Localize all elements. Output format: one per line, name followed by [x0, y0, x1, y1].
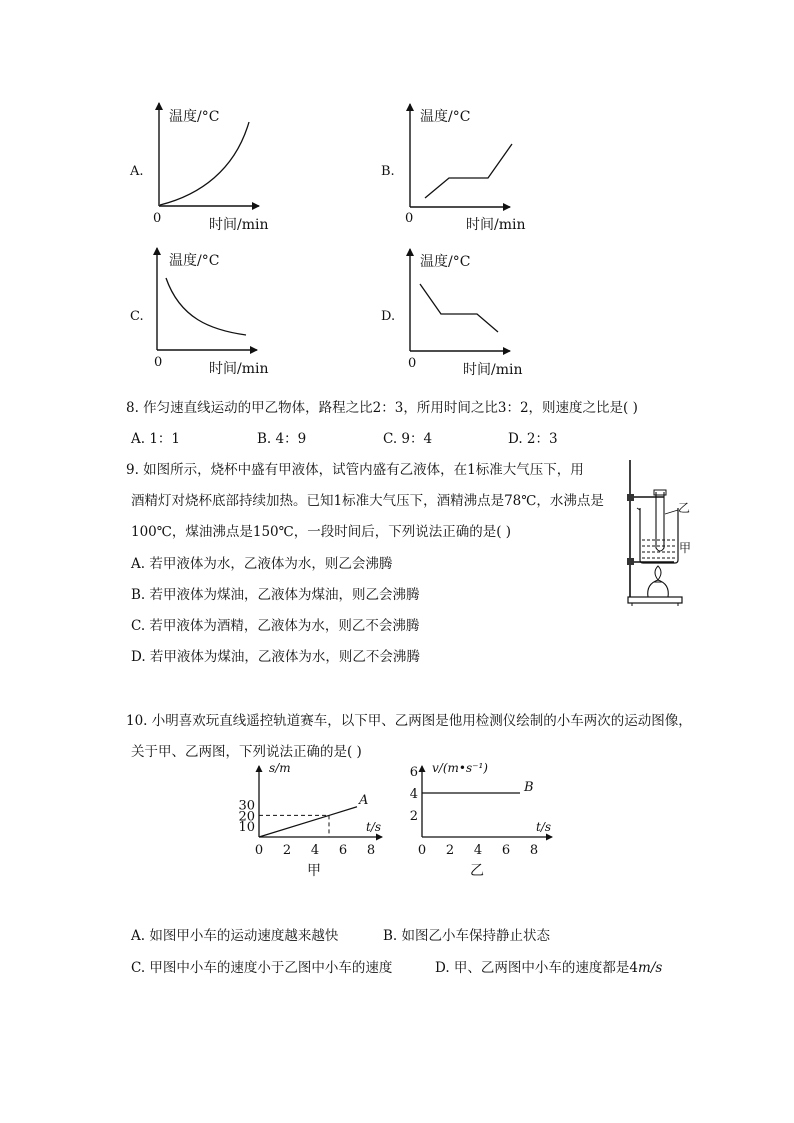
- graph-c-letter: C.: [130, 309, 144, 324]
- graph-b-curve: [425, 144, 512, 198]
- graph-b-ylabel: 温度/°C: [420, 109, 471, 125]
- q9-apparatus-figure: [618, 456, 698, 608]
- label-jia: 甲: [679, 541, 692, 555]
- jia-xtick-8: 8: [366, 843, 376, 858]
- q10-option-d-unit: m/s: [638, 960, 663, 976]
- q10-stem-line-2: 关于甲、乙两图，下列说法正确的是( ): [131, 744, 362, 760]
- stand-base: [628, 597, 682, 603]
- yi-ylabel: v/(m•s⁻¹): [432, 761, 488, 775]
- label-yi: 乙: [678, 501, 691, 515]
- q8-option-b[interactable]: B. 4：9: [257, 431, 307, 447]
- graph-d-curve: [420, 284, 498, 332]
- jia-xtick-6: 6: [338, 843, 348, 858]
- q9-option-d[interactable]: D. 若甲液体为煤油，乙液体为水，则乙不会沸腾: [131, 649, 420, 665]
- graph-a-letter: A.: [130, 164, 144, 179]
- jia-xtick-4: 4: [310, 843, 320, 858]
- q9-stem-line-1: 9. 如图所示，烧杯中盛有甲液体，试管内盛有乙液体，在1标准大气压下，用: [126, 462, 584, 478]
- graph-c-xlabel: 时间/min: [209, 361, 269, 377]
- test-tube: [656, 492, 664, 551]
- yi-ytick-6: 6: [409, 765, 418, 780]
- graph-a-ylabel: 温度/°C: [169, 109, 220, 125]
- yi-xtick-6: 6: [501, 843, 511, 858]
- q10-option-a[interactable]: A. 如图甲小车的运动速度越来越快: [131, 928, 339, 944]
- graph-a-xlabel: 时间/min: [209, 217, 269, 233]
- beaker: [640, 508, 678, 563]
- graph-a: [129, 103, 269, 233]
- jia-xtick-0: 0: [254, 843, 264, 858]
- q10-option-b[interactable]: B. 如图乙小车保持静止状态: [383, 928, 551, 944]
- graph-d: [381, 249, 523, 378]
- jia-series-line: [259, 815, 329, 837]
- jia-xlabel: t/s: [366, 820, 382, 834]
- graph-b-letter: B.: [381, 164, 395, 179]
- yi-caption: 乙: [470, 863, 484, 879]
- q9-option-b[interactable]: B. 若甲液体为煤油，乙液体为煤油，则乙会沸腾: [131, 587, 420, 603]
- beaker-liquid: [642, 540, 676, 558]
- q9-stem-line-3: 100℃，煤油沸点是150℃，一段时间后，下列说法正确的是( ): [131, 524, 512, 540]
- yi-xtick-2: 2: [445, 843, 455, 858]
- graph-b: [381, 104, 526, 233]
- q10-stem-line-1: 10. 小明喜欢玩直线遥控轨道赛车，以下甲、乙两图是他用检测仪绘制的小车两次的运动图像，: [126, 713, 692, 729]
- chart-jia: [230, 758, 390, 886]
- jia-series-label: A: [359, 792, 369, 808]
- graph-c-ylabel: 温度/°C: [169, 253, 220, 269]
- q8-option-d[interactable]: D. 2：3: [508, 431, 558, 447]
- graph-c-origin: 0: [154, 355, 163, 370]
- jia-ytick-10: 10: [238, 820, 255, 836]
- q10-option-c[interactable]: C. 甲图中小车的速度小于乙图中小车的速度: [131, 960, 393, 976]
- yi-xlabel: t/s: [536, 820, 552, 834]
- q8-option-c[interactable]: C. 9：4: [383, 431, 433, 447]
- jia-caption: 甲: [307, 863, 321, 879]
- q8-stem: 8. 作匀速直线运动的甲乙物体，路程之比2：3，所用时间之比3：2，则速度之比是( ): [126, 400, 638, 416]
- q9-option-c[interactable]: C. 若甲液体为酒精，乙液体为水，则乙不会沸腾: [131, 618, 420, 634]
- alcohol-lamp: [648, 580, 669, 597]
- yi-ytick-2: 2: [409, 809, 418, 824]
- graph-d-ylabel: 温度/°C: [420, 254, 471, 270]
- yi-xtick-0: 0: [417, 843, 427, 858]
- jia-ytick-30: 30: [238, 798, 255, 814]
- graph-c: [130, 248, 269, 377]
- q7-graphs: [0, 0, 794, 390]
- q10-option-d-text: D. 甲、乙两图中小车的速度都是4: [435, 960, 639, 976]
- graph-d-xlabel: 时间/min: [463, 362, 523, 378]
- q9-stem-line-2: 酒精灯对烧杯底部持续加热。已知1标准大气压下，酒精沸点是78℃，水沸点是: [131, 493, 604, 509]
- graph-d-origin: 0: [408, 356, 417, 371]
- yi-xtick-8: 8: [529, 843, 539, 858]
- graph-a-origin: 0: [153, 211, 162, 226]
- graph-b-xlabel: 时间/min: [466, 217, 526, 233]
- q9-option-a[interactable]: A. 若甲液体为水，乙液体为水，则乙会沸腾: [131, 556, 393, 572]
- graph-a-curve: [160, 122, 249, 205]
- jia-xtick-2: 2: [282, 843, 292, 858]
- graph-d-letter: D.: [381, 309, 396, 324]
- q10-option-d[interactable]: [435, 956, 662, 976]
- lamp-flame: [655, 566, 661, 580]
- yi-ytick-4: 4: [409, 787, 418, 802]
- jia-series-line-ext: [329, 807, 357, 816]
- graph-c-curve: [166, 278, 246, 335]
- q8-option-a[interactable]: A. 1：1: [131, 431, 181, 447]
- yi-series-label: B: [524, 780, 534, 795]
- yi-xtick-4: 4: [473, 843, 483, 858]
- jia-ylabel: s/m: [269, 761, 291, 775]
- chart-yi: [390, 758, 565, 886]
- graph-b-origin: 0: [405, 211, 414, 226]
- jia-ytick-20: 20: [238, 809, 255, 825]
